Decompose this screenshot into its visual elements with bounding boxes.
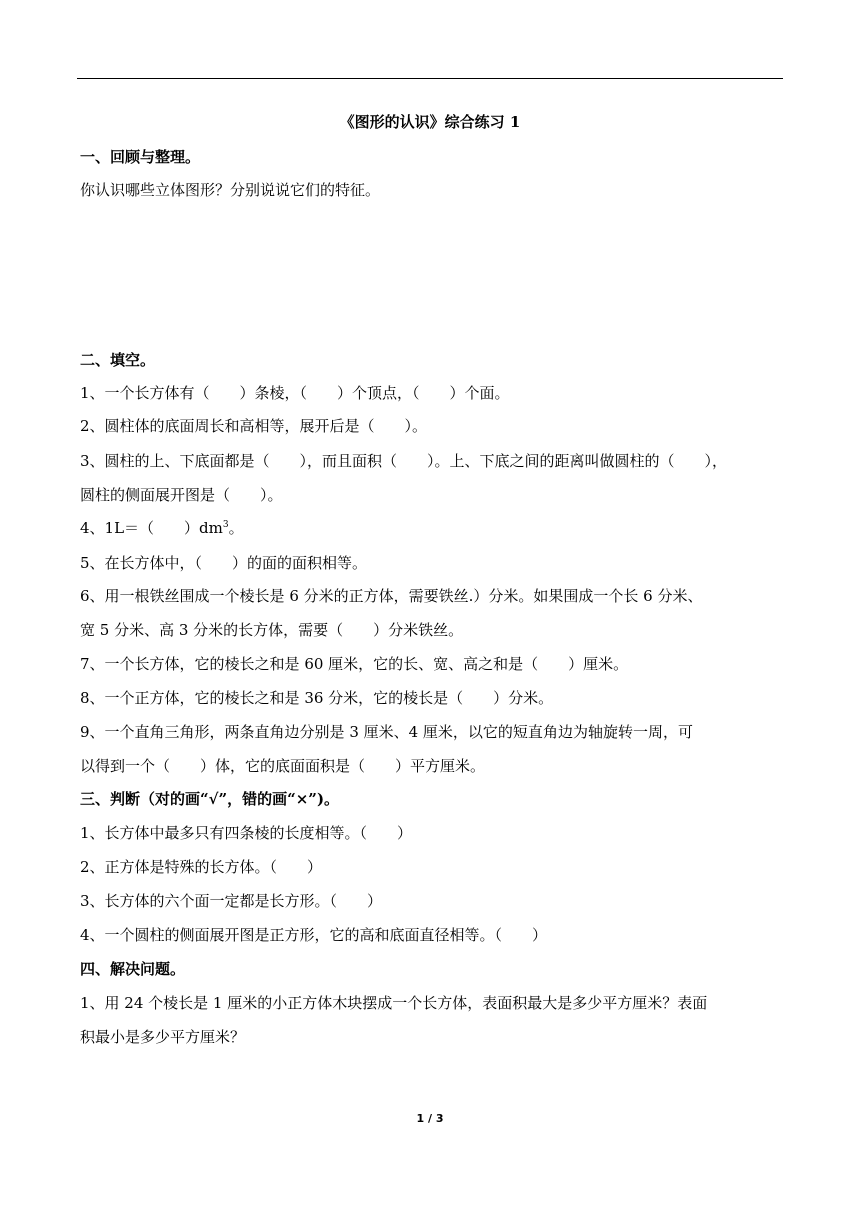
section-heading-solve: 四、解决问题。 xyxy=(80,960,186,978)
question-line: 以得到一个（ ）体，它的底面面积是（ ）平方厘米。 xyxy=(80,757,486,775)
question-line: 7、一个长方体，它的棱长之和是 60 厘米，它的长、宽、高之和是（ ）厘米。 xyxy=(80,655,629,673)
q4-text: 4、1L＝（ ）dm xyxy=(80,519,223,537)
question-line-4 xyxy=(80,517,244,538)
question-line: 1、用 24 个棱长是 1 厘米的小正方体木块摆成一个长方体，表面积最大是多少平方厘米？表面 xyxy=(80,994,708,1012)
question-line: 4、一个圆柱的侧面展开图是正方形，它的高和底面直径相等。（ ） xyxy=(80,926,548,944)
question-line: 9、一个直角三角形，两条直角边分别是 3 厘米、4 厘米，以它的短直角边为轴旋转一周，可 xyxy=(80,723,693,741)
section-heading-fill-blank: 二、填空。 xyxy=(80,351,156,369)
question-line: 6、用一根铁丝围成一个棱长是 6 分米的正方体，需要铁丝.）分米。如果围成一个长 6 分米、 xyxy=(80,587,703,605)
page-title: 《图形的认识》综合练习 1 xyxy=(339,113,521,131)
question-line: 8、一个正方体，它的棱长之和是 36 分米，它的棱长是（ ）分米。 xyxy=(80,689,554,707)
section-heading-judge: 三、判断（对的画“√”，错的画“×”)。 xyxy=(80,790,340,808)
question-line: 2、圆柱体的底面周长和高相等，展开后是（ ）。 xyxy=(80,417,428,435)
question-line: 宽 5 分米、高 3 分米的长方体，需要（ ）分米铁丝。 xyxy=(80,621,464,639)
q4-suffix: 。 xyxy=(228,519,244,537)
question-line: 1、长方体中最多只有四条棱的长度相等。（ ） xyxy=(80,824,413,842)
question-text: 你认识哪些立体图形？分别说说它们的特征。 xyxy=(80,181,381,199)
question-line: 2、正方体是特殊的长方体。（ ） xyxy=(80,858,323,876)
section-heading-review: 一、回顾与整理。 xyxy=(80,148,201,166)
question-line: 5、在长方体中，（ ）的面的面积相等。 xyxy=(80,554,368,572)
q4-superscript: 3 xyxy=(222,520,229,530)
question-line: 3、圆柱的上、下底面都是（ ），而且面积（ ）。上、下底之间的距离叫做圆柱的（ ）， xyxy=(80,452,728,470)
question-line: 圆柱的侧面展开图是（ ）。 xyxy=(80,486,283,504)
page-number: 1 / 3 xyxy=(416,1112,444,1125)
question-line: 1、一个长方体有（ ）条棱，（ ）个顶点，（ ）个面。 xyxy=(80,384,510,402)
question-line: 积最小是多少平方厘米？ xyxy=(80,1028,246,1046)
header-rule xyxy=(77,78,783,79)
question-line: 3、长方体的六个面一定都是长方形。（ ） xyxy=(80,892,383,910)
